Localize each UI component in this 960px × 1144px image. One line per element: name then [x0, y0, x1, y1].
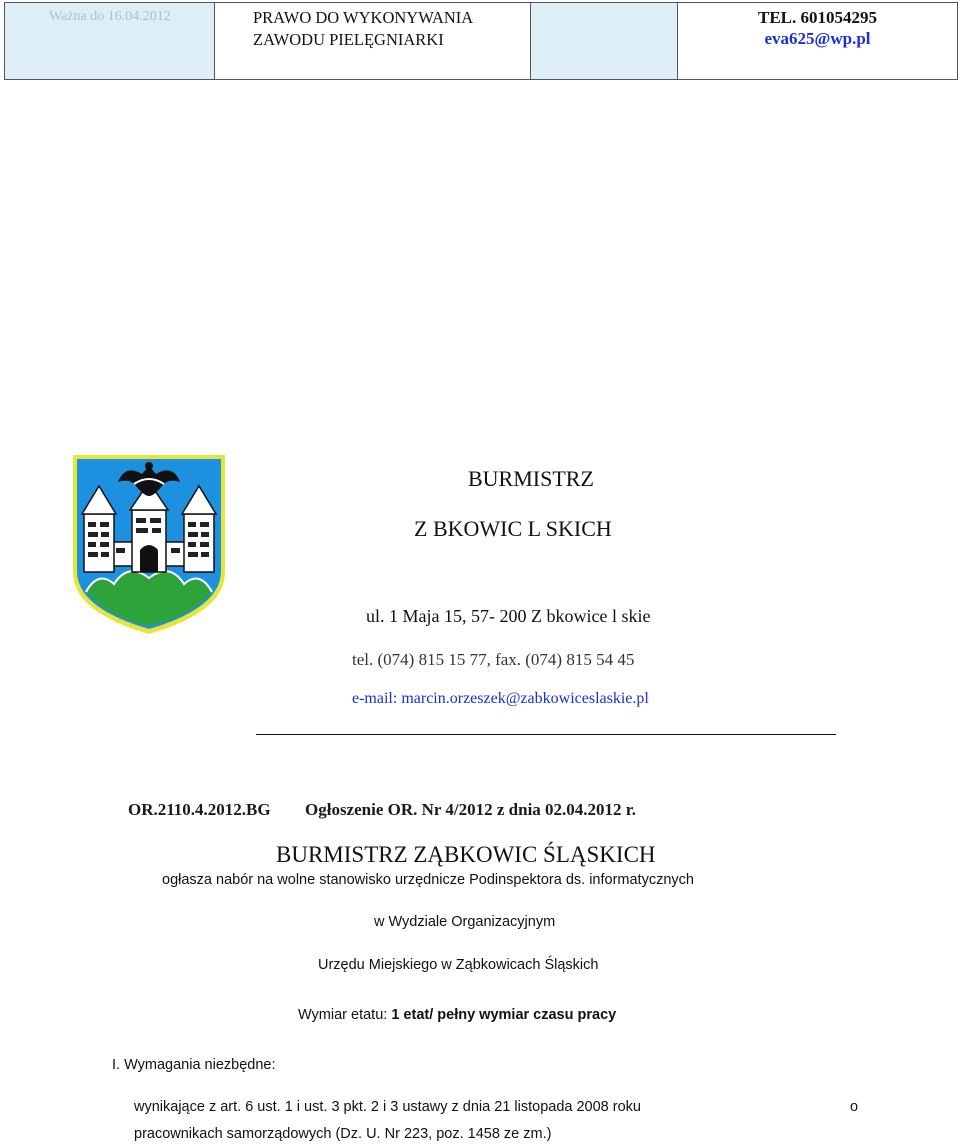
announcement-line-3: Urzędu Miejskiego w Ząbkowicach Śląskich [318, 957, 599, 973]
license-title-line2: ZAWODU PIELĘGNIARKI [253, 30, 444, 49]
license-title [253, 7, 530, 51]
case-signature: OR.2110.4.2012.BG [128, 800, 271, 819]
office-town: Z BKOWIC L SKICH [414, 516, 612, 541]
contact-email-link[interactable]: eva625@wp.pl [764, 29, 871, 48]
header-table [4, 2, 958, 80]
workload-label: Wymiar etatu: [298, 1007, 392, 1023]
town-crest-icon [70, 452, 228, 636]
office-title: BURMISTRZ [468, 466, 594, 491]
office-email-link[interactable]: e-mail: marcin.orzeszek@zabkowiceslaskie.pl [352, 690, 649, 707]
license-title-line1: PRAWO DO WYKONYWANIA [253, 8, 474, 27]
office-address: ul. 1 Maja 15, 57- 200 Z bkowice l skie [366, 606, 651, 626]
announcement-line-1: ogłasza nabór na wolne stanowisko urzędnicze Podinspektora ds. informatycznych [162, 872, 694, 888]
contact-phone: TEL. 601054295 [757, 8, 878, 27]
requirement-line-1-end: o [850, 1099, 859, 1115]
office-phone-fax: tel. (074) 815 15 77, fax. (074) 815 54 45 [352, 650, 635, 669]
header-validity-cell [5, 3, 215, 79]
requirement-line-1: wynikające z art. 6 ust. 1 i ust. 3 pkt. 2 i 3 ustawy z dnia 21 listopada 2008 roku [134, 1099, 641, 1115]
header-title-cell [215, 3, 531, 79]
header-blank-cell [531, 3, 678, 79]
header-contact-cell [678, 3, 957, 79]
announcement-line-2: w Wydziale Organizacyjnym [374, 914, 556, 930]
divider-line [256, 734, 836, 735]
authority-title: BURMISTRZ ZĄBKOWIC ŚLĄSKICH [276, 842, 656, 867]
workload-value: 1 etat/ pełny wymiar czasu pracy [391, 1007, 617, 1023]
validity-text: Ważna do 16.04.2012 [49, 9, 171, 24]
requirement-line-2: pracownikach samorządowych (Dz. U. Nr 223, poz. 1458 ze zm.) [134, 1126, 552, 1142]
workload-line [298, 1007, 616, 1023]
announcement-heading: Ogłoszenie OR. Nr 4/2012 z dnia 02.04.2012 r. [305, 800, 637, 819]
requirements-heading: I. Wymagania niezbędne: [112, 1057, 276, 1073]
